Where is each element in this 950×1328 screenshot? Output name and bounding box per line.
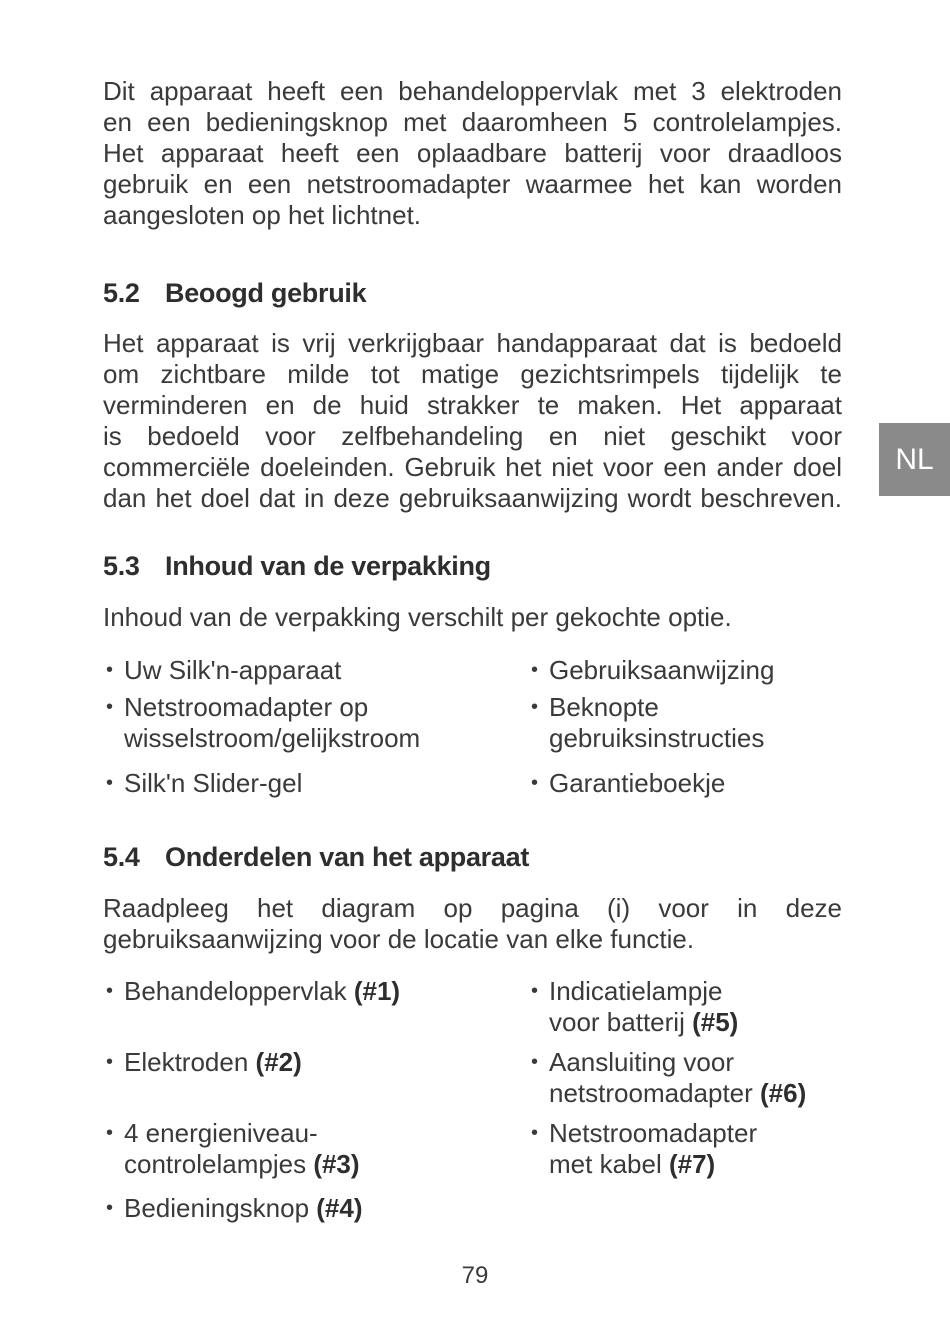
bullet: • bbox=[531, 1122, 539, 1144]
section-number: 5.4 bbox=[103, 842, 140, 872]
paragraph-line: verminderen en de huid strakker te maken. Het apparaat bbox=[103, 390, 842, 420]
intro-line: Het apparaat heeft een oplaadbare batterij voor draadloos bbox=[103, 138, 842, 168]
section-number: 5.2 bbox=[103, 278, 140, 308]
list-item bbox=[103, 692, 454, 754]
list-item bbox=[528, 768, 879, 799]
item-text: Netstroomadapter bbox=[549, 1118, 758, 1148]
bullet: • bbox=[106, 1197, 114, 1219]
section-title: Beoogd gebruik bbox=[165, 278, 367, 308]
item-ref: (#3) bbox=[313, 1149, 360, 1179]
section-title: Inhoud van de verpakking bbox=[165, 551, 491, 581]
item-text: Garantieboekje bbox=[549, 768, 726, 798]
item-ref: (#1) bbox=[353, 976, 401, 1006]
section-heading-5-2 bbox=[103, 276, 366, 310]
bullet: • bbox=[106, 1122, 114, 1144]
bullet: • bbox=[106, 980, 114, 1002]
list-item bbox=[103, 768, 454, 799]
section-5-3-intro: Inhoud van de verpakking verschilt per gekochte optie. bbox=[103, 602, 732, 632]
list-item bbox=[103, 1047, 454, 1078]
item-text: voor batterij bbox=[549, 1007, 693, 1037]
item-text: met kabel bbox=[549, 1149, 669, 1179]
item-text: Netstroomadapter op bbox=[124, 692, 369, 722]
list-item bbox=[528, 1047, 879, 1109]
list-item bbox=[528, 692, 879, 754]
item-ref: (#7) bbox=[668, 1149, 716, 1179]
item-text: Aansluiting voor bbox=[549, 1047, 734, 1077]
item-text: wisselstroom/gelijkstroom bbox=[124, 723, 421, 753]
item-ref: (#5) bbox=[692, 1007, 739, 1037]
intro-line: Dit apparaat heeft een behandeloppervlak met 3 elektroden bbox=[103, 76, 842, 106]
language-tab: NL bbox=[879, 423, 950, 496]
list-item bbox=[528, 976, 879, 1038]
intro-line: en een bedieningsknop met daaromheen 5 controlelampjes. bbox=[103, 107, 842, 137]
item-text: Behandeloppervlak bbox=[124, 976, 354, 1006]
intro-line: aangesloten op het lichtnet. bbox=[103, 200, 422, 230]
item-ref: (#2) bbox=[255, 1047, 302, 1077]
paragraph-line: om zichtbare milde tot matige gezichtsrimpels tijdelijk te bbox=[103, 359, 842, 389]
list-item bbox=[528, 655, 879, 686]
item-text: Uw Silk'n-apparaat bbox=[124, 655, 342, 685]
item-text: Elektroden bbox=[124, 1047, 256, 1077]
list-item bbox=[103, 1118, 454, 1180]
item-text: Gebruiksaanwijzing bbox=[549, 655, 775, 685]
item-text: Silk'n Slider-gel bbox=[124, 768, 303, 798]
paragraph-line: gebruiksaanwijzing voor de locatie van elke functie. bbox=[103, 924, 695, 954]
item-ref: (#4) bbox=[316, 1193, 363, 1223]
paragraph-line: dan het doel dat in deze gebruiksaanwijzing wordt beschreven. bbox=[103, 483, 842, 513]
intro-line: gebruik en een netstroomadapter waarmee het kan worden bbox=[103, 169, 842, 199]
bullet: • bbox=[531, 1051, 539, 1073]
item-text: netstroomadapter bbox=[549, 1078, 761, 1108]
bullet: • bbox=[531, 772, 539, 794]
item-text: 4 energieniveau- bbox=[124, 1118, 318, 1148]
item-text: controlelampjes bbox=[124, 1149, 314, 1179]
bullet: • bbox=[531, 980, 539, 1002]
section-heading-5-4 bbox=[103, 840, 529, 874]
section-heading-5-3 bbox=[103, 549, 491, 583]
intro-paragraph bbox=[103, 76, 842, 231]
bullet: • bbox=[106, 696, 114, 718]
paragraph-line: Raadpleeg het diagram op pagina (i) voor in deze bbox=[103, 893, 842, 923]
bullet: • bbox=[106, 659, 114, 681]
list-item bbox=[103, 1193, 454, 1224]
paragraph-line: Het apparaat is vrij verkrijgbaar handapparaat dat is bedoeld bbox=[103, 328, 842, 358]
section-5-2-paragraph bbox=[103, 328, 842, 514]
item-text: Indicatielampje bbox=[549, 976, 723, 1006]
item-text: gebruiksinstructies bbox=[549, 723, 765, 753]
page-number: 79 bbox=[461, 1262, 489, 1289]
paragraph-line: is bedoeld voor zelfbehandeling en niet geschikt voor bbox=[103, 421, 842, 451]
list-item bbox=[103, 976, 454, 1007]
section-title: Onderdelen van het apparaat bbox=[165, 842, 530, 872]
bullet: • bbox=[106, 772, 114, 794]
bullet: • bbox=[106, 1051, 114, 1073]
section-5-4-paragraph bbox=[103, 893, 842, 955]
bullet: • bbox=[531, 696, 539, 718]
item-text: Bedieningsknop bbox=[124, 1193, 317, 1223]
item-ref: (#6) bbox=[760, 1078, 807, 1108]
list-item bbox=[528, 1118, 879, 1180]
section-number: 5.3 bbox=[103, 551, 140, 581]
list-item bbox=[103, 655, 454, 686]
bullet: • bbox=[531, 659, 539, 681]
paragraph-line: commerciële doeleinden. Gebruik het niet voor een ander doel bbox=[103, 452, 842, 482]
item-text: Beknopte bbox=[549, 692, 659, 722]
